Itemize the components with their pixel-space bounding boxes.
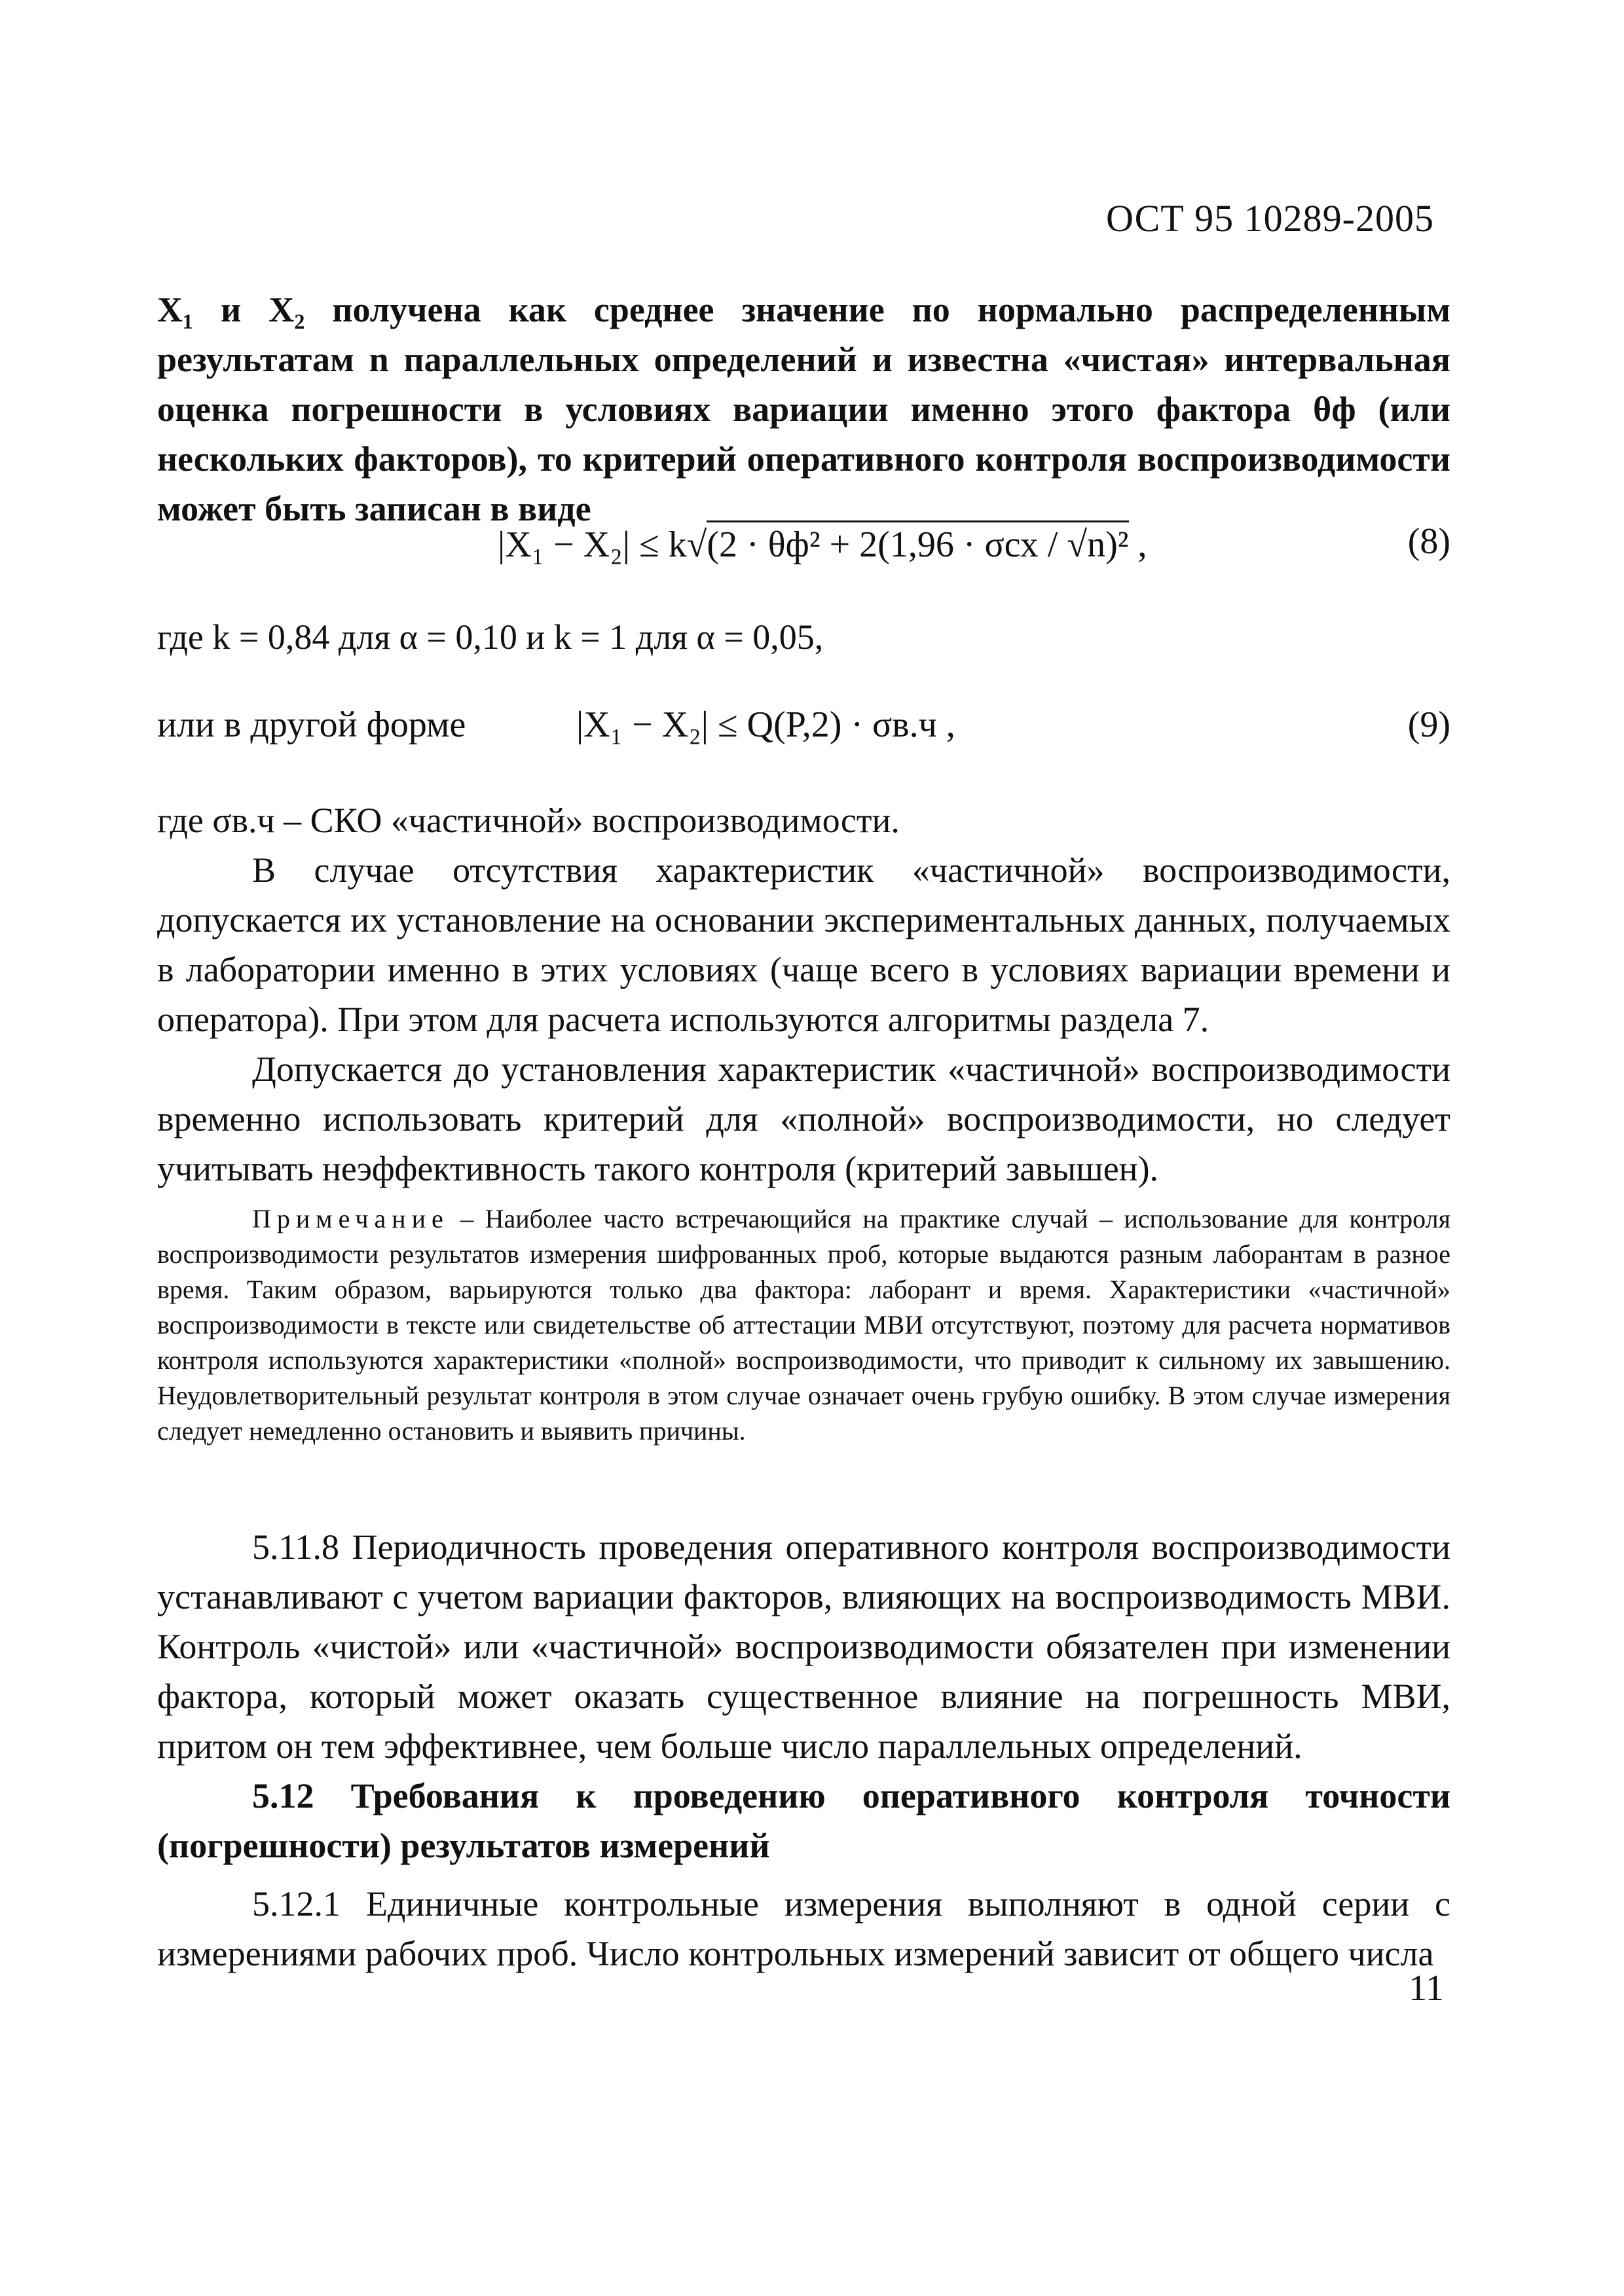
paragraph-intro: X₁ и X₂ получена как среднее значение по нормально распределенным результатам n параллельных определений и известна «чистая» интервальная оценка погрешности в условиях вариации именно этого фактора θф (или нескольких факторов), то критерий оперативного контроля воспроизводимости может быть записан в виде — [157, 290, 1450, 528]
document-code: ОСТ 95 10289-2005 — [1105, 197, 1434, 240]
formula-8 — [498, 520, 1147, 566]
formula-9-lead: или в другой форме — [157, 704, 466, 745]
section-heading-5-12: 5.12 Требования к проведению оперативного контроля точности (погрешности) результатов измерений — [157, 1776, 1450, 1865]
where-k-line: где k = 0,84 для α = 0,10 и k = 1 для α = 0,05, — [157, 617, 824, 657]
note-block — [157, 1201, 1450, 1449]
formula-8-number: (8) — [1407, 521, 1450, 562]
formula-8-tail: , — [1128, 524, 1147, 565]
note-text: – Наиболее часто встречающийся на практике случай – использование для контроля воспроизводимости результатов измерения шифрованных проб, которые выдаются разным лаборантам в разное время. Таким образом, варьируются только два фактора: лаборант и время. Характеристики «частичной» воспроизводимости в тексте или свидетельстве об аттестации МВИ отсутствуют, поэтому для расчета нормативов контроля используются характеристики «полной» воспроизводимости, что приводит к сильному их завышению. Неудовлетворительный результат контроля в этом случае означает очень грубую ошибку. В этом случае измерения следует немедленно остановить и выявить причины. — [157, 1204, 1450, 1446]
where-sigma-line: где σв.ч – СКО «частичной» воспроизводимости. — [157, 801, 900, 840]
page-number: 11 — [1409, 1968, 1444, 2009]
formula-8-radicand: (2 · θф² + 2(1,96 · σсх / √n)² — [707, 520, 1128, 566]
paragraph-temporary-criterion: Допускается до установления характеристик «частичной» воспроизводимости временно использовать критерий для «полной» воспроизводимости, но следует учитывать неэффективность такого контроля (критерий завышен). — [157, 1049, 1450, 1188]
note-label: Примечание — [252, 1204, 449, 1233]
clause-5-12-1: 5.12.1 Единичные контрольные измерения выполняют в одной серии с измерениями рабочих проб. Число контрольных измерений зависит от общего числа — [157, 1884, 1450, 1973]
clause-5-11-8: 5.11.8 Периодичность проведения оперативного контроля воспроизводимости устанавливают с учетом вариации факторов, влияющих на воспроизводимость МВИ. Контроль «чистой» или «частичной» воспроизводимости обязателен при изменении фактора, который может оказать существенное влияние на погрешность МВИ, притом он тем эффективнее, чем больше число параллельных определений. — [157, 1527, 1450, 1766]
sqrt-sign: √ — [686, 524, 707, 565]
formula-8-lhs: |X₁ − X₂| ≤ k — [498, 524, 687, 565]
paragraph-partial-reproducibility: В случае отсутствия характеристик «частичной» воспроизводимости, допускается их установление на основании экспериментальных данных, получаемых в лаборатории именно в этих условиях (чаще всего в условиях вариации времени и оператора). При этом для расчета используются алгоритмы раздела 7. — [157, 850, 1450, 1039]
formula-9-number: (9) — [1407, 704, 1450, 745]
formula-9: |X₁ − X₂| ≤ Q(P,2) · σв.ч , — [576, 704, 955, 745]
